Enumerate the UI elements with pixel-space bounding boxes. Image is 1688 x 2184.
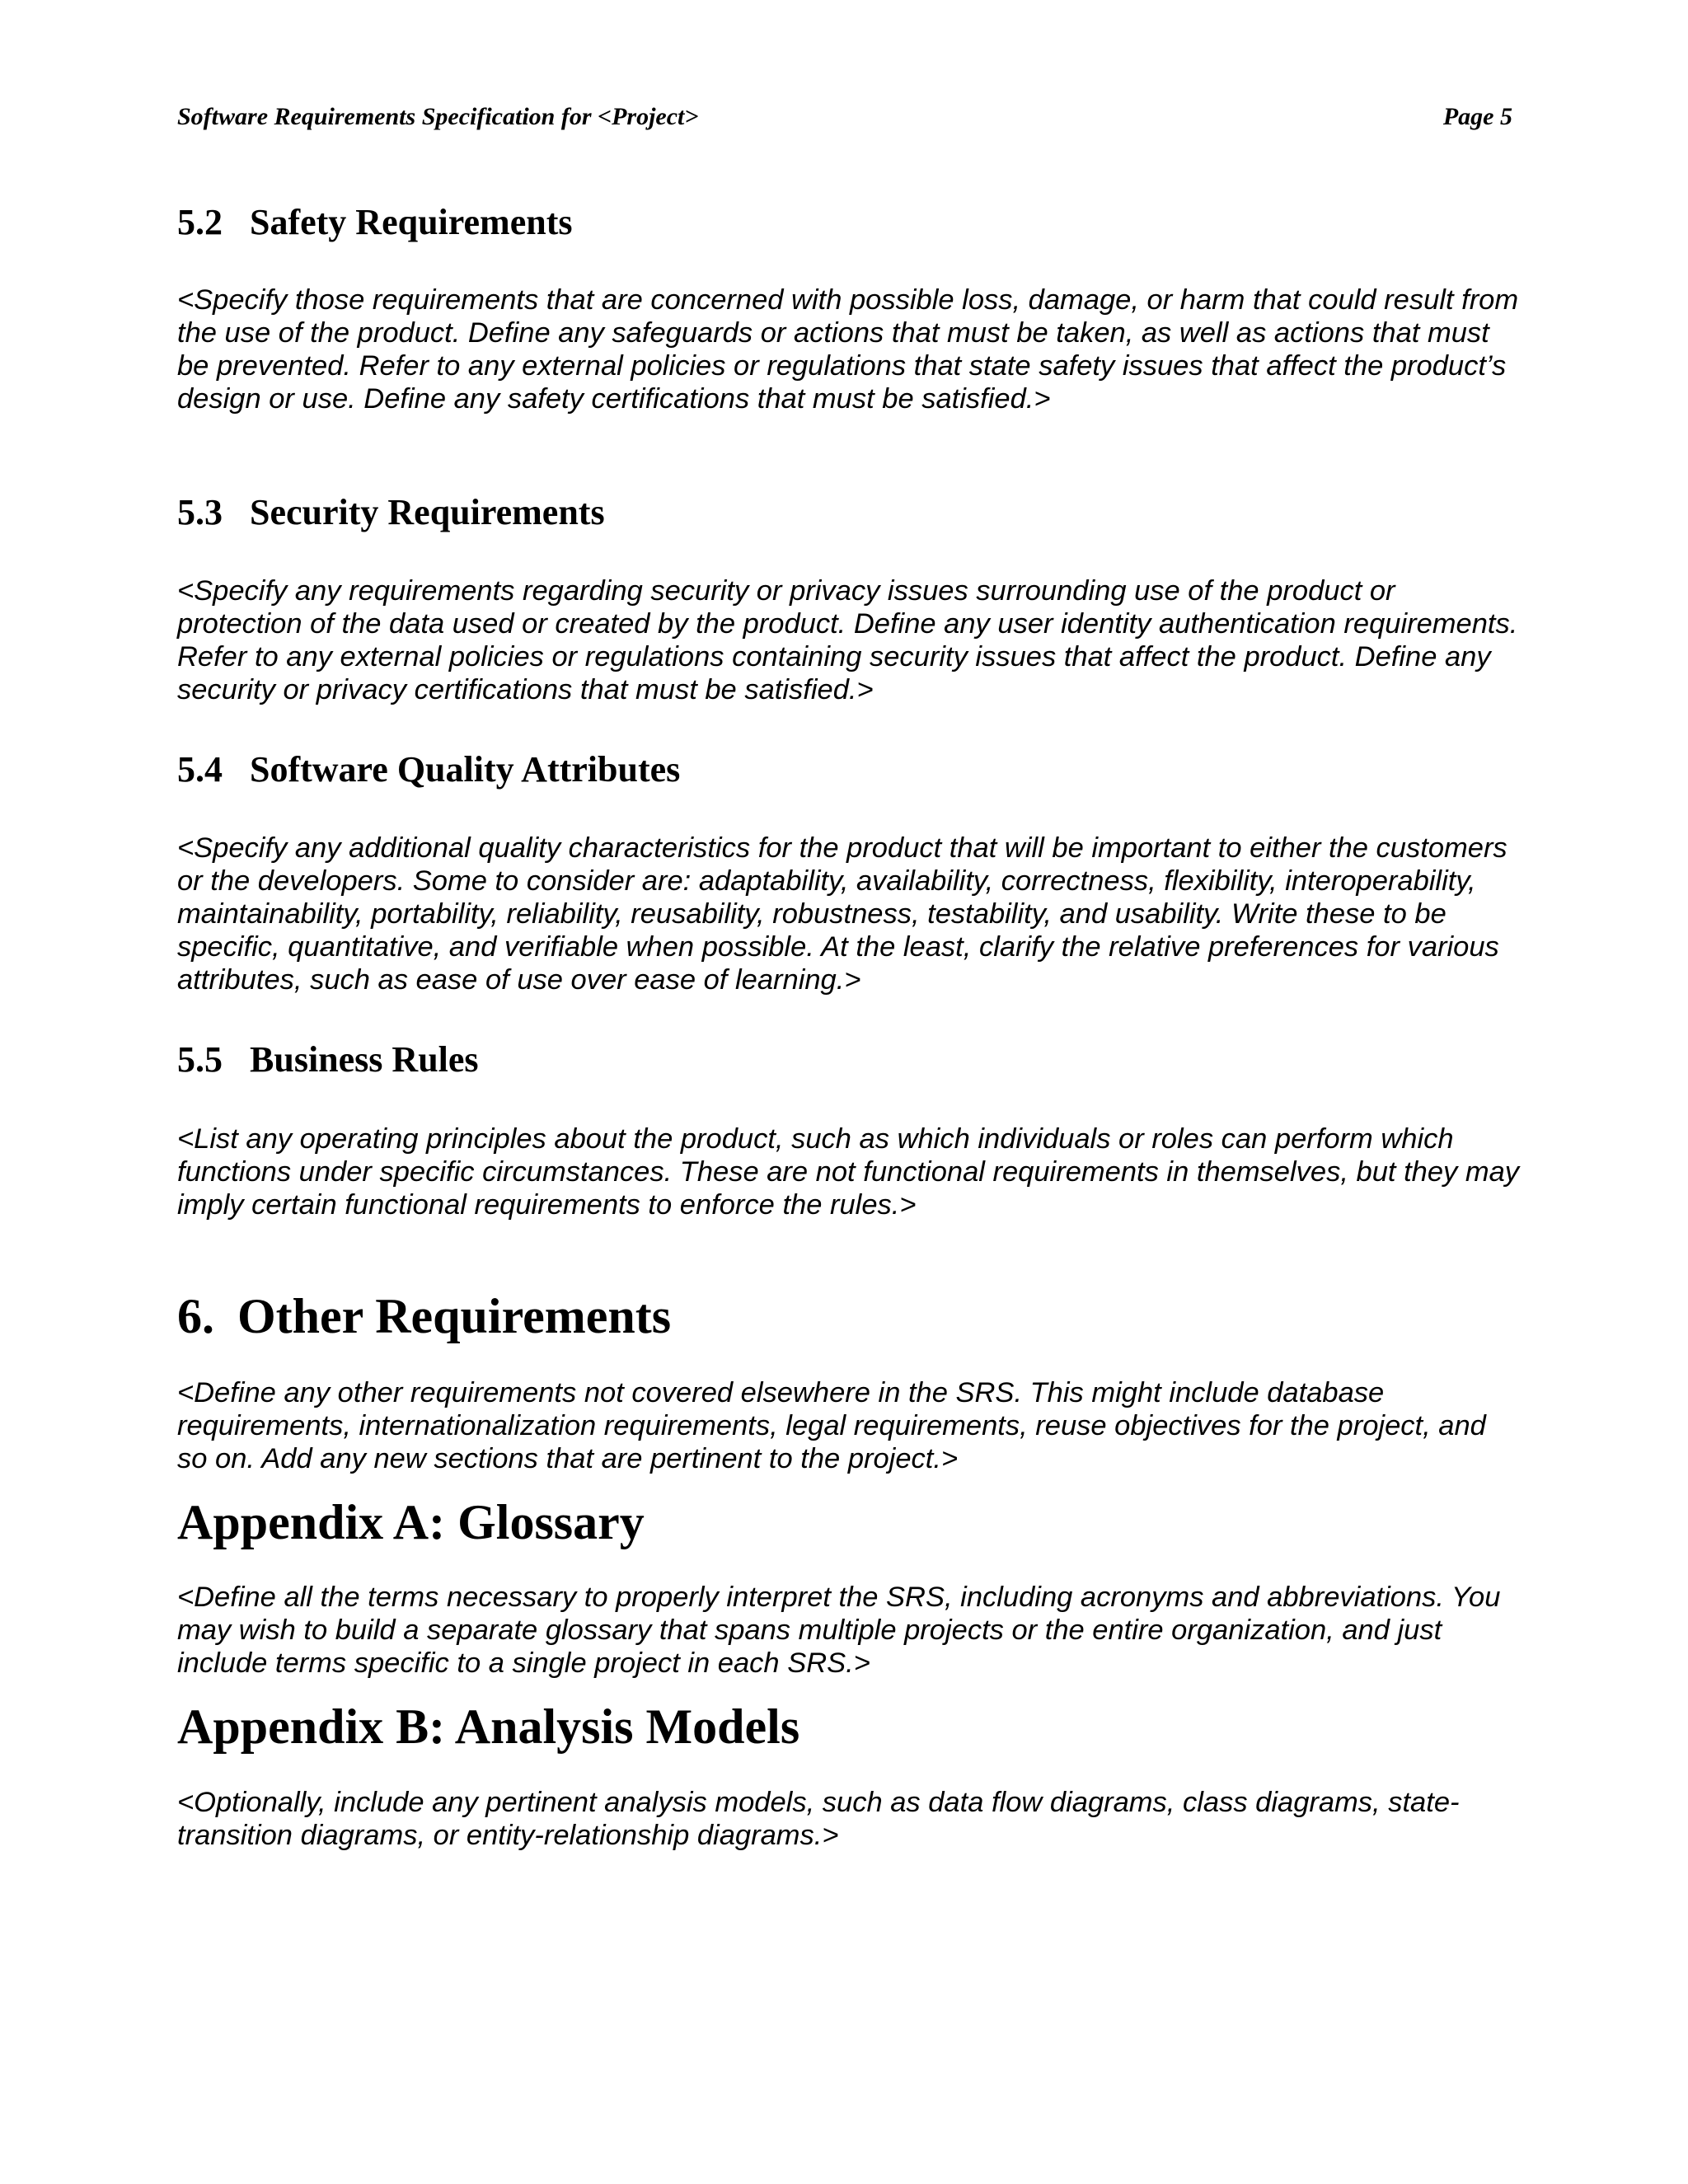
section-title: Software Quality Attributes [250,749,681,790]
section-number: 5.4 [177,749,223,790]
section-number: 5.2 [177,202,223,242]
appendix-heading-glossary: Appendix A: Glossary [177,1495,645,1549]
section-body-safety: <Specify those requirements that are concerned with possible loss, damage, or harm that could result from the use of the product. Define any safeguards or actions that must be taken, as well as actions that must be prevented. Refer to any external policies or regulations that state safety issues that affect the product’s design or use. Define any safety certifications that must be satisfied.> [177,284,1519,415]
section-heading-security [177,490,1521,536]
appendix-body-glossary: <Define all the terms necessary to properly interpret the SRS, including acronyms and abbreviations. You may wish to build a separate glossary that spans multiple projects or the entire organization, and just include terms specific to a single project in each SRS.> [177,1582,1501,1679]
header-page-number: Page 5 [1442,103,1512,130]
appendix-heading-analysis-models: Appendix B: Analysis Models [177,1699,800,1754]
section-heading-quality-attributes [177,747,1521,793]
section-heading-safety [177,199,1521,246]
chapter-heading-other-requirements [177,1286,1521,1347]
section-title: Safety Requirements [250,202,573,242]
chapter-title: Other Requirements [237,1289,672,1343]
chapter-body-other-requirements: <Define any other requirements not covered elsewhere in the SRS. This might include database requirements, internationalization requirements, legal requirements, reuse objectives for the project, and so on. Add any new sections that are pertinent to the project.> [177,1377,1486,1474]
header-document-title: Software Requirements Specification for <Project> [177,103,699,130]
chapter-number: 6. [177,1289,214,1343]
section-title: Business Rules [250,1039,479,1080]
section-body-business-rules: <List any operating principles about the product, such as which individuals or roles can perform which functions under specific circumstances. These are not functional requirements in themselves, but they may imply certain functional requirements to enforce the rules.> [177,1123,1520,1221]
running-header [177,101,1512,134]
section-body-security: <Specify any requirements regarding security or privacy issues surrounding use of the product or protection of the data used or created by the product. Define any user identity authentication requirements. Refer to any external policies or regulations containing security issues that affect the product. Define any security or privacy certifications that must be satisfied.> [177,575,1518,705]
section-title: Security Requirements [250,492,605,532]
section-number: 5.3 [177,492,223,532]
section-body-quality-attributes: <Specify any additional quality characteristics for the product that will be important to either the customers or the developers. Some to consider are: adaptability, availability, correctness, flexibility, interoperability, maintainability, portability, reliability, reusability, robustness, testability, and usability. Write these to be specific, quantitative, and verifiable when possible. At the least, clarify the relative preferences for various attributes, such as ease of use over ease of learning.> [177,832,1507,996]
appendix-body-analysis-models: <Optionally, include any pertinent analysis models, such as data flow diagrams, class diagrams, state-transition diagrams, or entity-relationship diagrams.> [177,1787,1460,1851]
section-heading-business-rules [177,1037,1521,1083]
section-number: 5.5 [177,1039,223,1080]
